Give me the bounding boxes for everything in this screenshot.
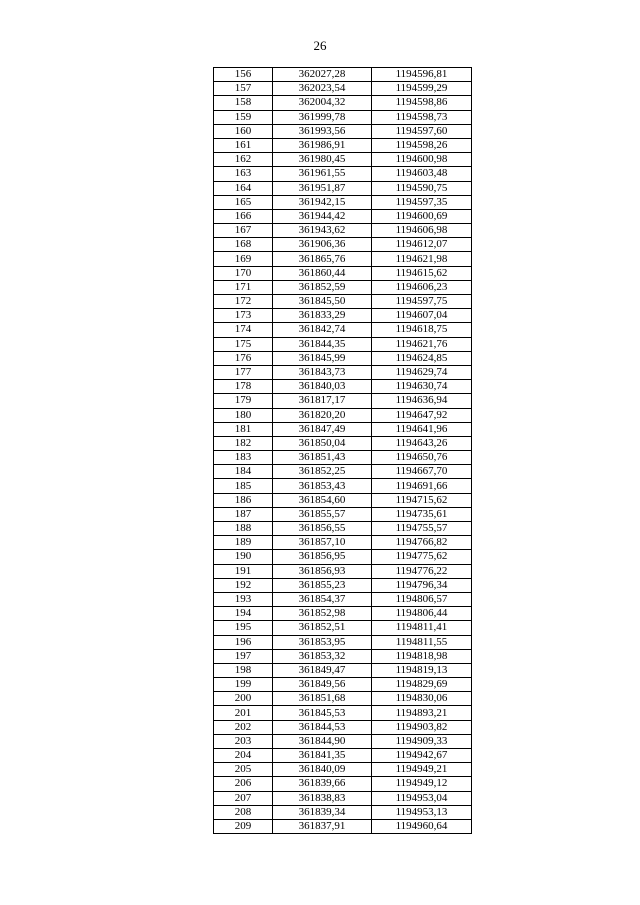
- table-row: [214, 564, 472, 578]
- point-number-cell: 164: [214, 181, 273, 195]
- table-row: [214, 451, 472, 465]
- table-row: [214, 706, 472, 720]
- point-number-cell: 181: [214, 422, 273, 436]
- point-number-cell: 199: [214, 678, 273, 692]
- y-coordinate-cell: 1194629,74: [372, 365, 472, 379]
- point-number-cell: 205: [214, 763, 273, 777]
- point-number-cell: 169: [214, 252, 273, 266]
- point-number-cell: 186: [214, 493, 273, 507]
- point-number-cell: 173: [214, 309, 273, 323]
- coordinates-table: [213, 67, 472, 834]
- point-number-cell: 162: [214, 153, 273, 167]
- x-coordinate-cell: 361999,78: [273, 110, 372, 124]
- table-row: [214, 309, 472, 323]
- table-row: [214, 791, 472, 805]
- point-number-cell: 170: [214, 266, 273, 280]
- x-coordinate-cell: 361961,55: [273, 167, 372, 181]
- x-coordinate-cell: 361845,50: [273, 295, 372, 309]
- table-row: [214, 578, 472, 592]
- table-row: [214, 82, 472, 96]
- y-coordinate-cell: 1194641,96: [372, 422, 472, 436]
- table-row: [214, 678, 472, 692]
- table-row: [214, 507, 472, 521]
- table-row: [214, 436, 472, 450]
- x-coordinate-cell: 361820,20: [273, 408, 372, 422]
- y-coordinate-cell: 1194606,23: [372, 280, 472, 294]
- point-number-cell: 198: [214, 663, 273, 677]
- table-row: [214, 323, 472, 337]
- y-coordinate-cell: 1194643,26: [372, 436, 472, 450]
- point-number-cell: 193: [214, 592, 273, 606]
- point-number-cell: 177: [214, 365, 273, 379]
- x-coordinate-cell: 361840,09: [273, 763, 372, 777]
- table-row: [214, 592, 472, 606]
- y-coordinate-cell: 1194909,33: [372, 734, 472, 748]
- table-row: [214, 734, 472, 748]
- table-row: [214, 663, 472, 677]
- y-coordinate-cell: 1194811,41: [372, 621, 472, 635]
- y-coordinate-cell: 1194606,98: [372, 224, 472, 238]
- point-number-cell: 178: [214, 380, 273, 394]
- x-coordinate-cell: 361851,43: [273, 451, 372, 465]
- x-coordinate-cell: 361865,76: [273, 252, 372, 266]
- table-row: [214, 167, 472, 181]
- table-row: [214, 337, 472, 351]
- point-number-cell: 209: [214, 819, 273, 833]
- x-coordinate-cell: 361849,56: [273, 678, 372, 692]
- point-number-cell: 176: [214, 351, 273, 365]
- x-coordinate-cell: 361844,35: [273, 337, 372, 351]
- x-coordinate-cell: 361854,37: [273, 592, 372, 606]
- table-row: [214, 153, 472, 167]
- point-number-cell: 190: [214, 550, 273, 564]
- y-coordinate-cell: 1194942,67: [372, 749, 472, 763]
- y-coordinate-cell: 1194691,66: [372, 479, 472, 493]
- y-coordinate-cell: 1194806,57: [372, 592, 472, 606]
- point-number-cell: 167: [214, 224, 273, 238]
- y-coordinate-cell: 1194607,04: [372, 309, 472, 323]
- point-number-cell: 202: [214, 720, 273, 734]
- x-coordinate-cell: 361850,04: [273, 436, 372, 450]
- x-coordinate-cell: 361856,93: [273, 564, 372, 578]
- table-row: [214, 295, 472, 309]
- table-row: [214, 408, 472, 422]
- x-coordinate-cell: 361852,59: [273, 280, 372, 294]
- point-number-cell: 185: [214, 479, 273, 493]
- x-coordinate-cell: 362004,32: [273, 96, 372, 110]
- x-coordinate-cell: 361852,98: [273, 607, 372, 621]
- x-coordinate-cell: 361839,34: [273, 805, 372, 819]
- y-coordinate-cell: 1194603,48: [372, 167, 472, 181]
- y-coordinate-cell: 1194650,76: [372, 451, 472, 465]
- y-coordinate-cell: 1194618,75: [372, 323, 472, 337]
- y-coordinate-cell: 1194715,62: [372, 493, 472, 507]
- point-number-cell: 191: [214, 564, 273, 578]
- y-coordinate-cell: 1194735,61: [372, 507, 472, 521]
- x-coordinate-cell: 361993,56: [273, 124, 372, 138]
- y-coordinate-cell: 1194818,98: [372, 649, 472, 663]
- x-coordinate-cell: 361986,91: [273, 138, 372, 152]
- y-coordinate-cell: 1194811,55: [372, 635, 472, 649]
- x-coordinate-cell: 361837,91: [273, 819, 372, 833]
- point-number-cell: 172: [214, 295, 273, 309]
- y-coordinate-cell: 1194598,86: [372, 96, 472, 110]
- table-row: [214, 493, 472, 507]
- page-number: 26: [313, 38, 327, 53]
- table-row: [214, 522, 472, 536]
- y-coordinate-cell: 1194667,70: [372, 465, 472, 479]
- y-coordinate-cell: 1194893,21: [372, 706, 472, 720]
- point-number-cell: 208: [214, 805, 273, 819]
- x-coordinate-cell: 361860,44: [273, 266, 372, 280]
- y-coordinate-cell: 1194615,62: [372, 266, 472, 280]
- point-number-cell: 197: [214, 649, 273, 663]
- table-row: [214, 365, 472, 379]
- y-coordinate-cell: 1194596,81: [372, 68, 472, 82]
- x-coordinate-cell: 361844,90: [273, 734, 372, 748]
- point-number-cell: 166: [214, 209, 273, 223]
- x-coordinate-cell: 361980,45: [273, 153, 372, 167]
- table-row: [214, 465, 472, 479]
- x-coordinate-cell: 361854,60: [273, 493, 372, 507]
- y-coordinate-cell: 1194612,07: [372, 238, 472, 252]
- point-number-cell: 196: [214, 635, 273, 649]
- point-number-cell: 179: [214, 394, 273, 408]
- table-row: [214, 635, 472, 649]
- point-number-cell: 200: [214, 692, 273, 706]
- table-row: [214, 649, 472, 663]
- y-coordinate-cell: 1194600,69: [372, 209, 472, 223]
- x-coordinate-cell: 361852,25: [273, 465, 372, 479]
- y-coordinate-cell: 1194903,82: [372, 720, 472, 734]
- point-number-cell: 194: [214, 607, 273, 621]
- y-coordinate-cell: 1194960,64: [372, 819, 472, 833]
- point-number-cell: 174: [214, 323, 273, 337]
- x-coordinate-cell: 361943,62: [273, 224, 372, 238]
- point-number-cell: 201: [214, 706, 273, 720]
- x-coordinate-cell: 361840,03: [273, 380, 372, 394]
- y-coordinate-cell: 1194949,21: [372, 763, 472, 777]
- y-coordinate-cell: 1194766,82: [372, 536, 472, 550]
- x-coordinate-cell: 362027,28: [273, 68, 372, 82]
- x-coordinate-cell: 361844,53: [273, 720, 372, 734]
- point-number-cell: 175: [214, 337, 273, 351]
- x-coordinate-cell: 361944,42: [273, 209, 372, 223]
- y-coordinate-cell: 1194949,12: [372, 777, 472, 791]
- y-coordinate-cell: 1194776,22: [372, 564, 472, 578]
- y-coordinate-cell: 1194755,57: [372, 522, 472, 536]
- point-number-cell: 165: [214, 195, 273, 209]
- table-row: [214, 422, 472, 436]
- table-row: [214, 550, 472, 564]
- point-number-cell: 171: [214, 280, 273, 294]
- table-row: [214, 138, 472, 152]
- y-coordinate-cell: 1194599,29: [372, 82, 472, 96]
- y-coordinate-cell: 1194775,62: [372, 550, 472, 564]
- x-coordinate-cell: 361906,36: [273, 238, 372, 252]
- y-coordinate-cell: 1194953,13: [372, 805, 472, 819]
- y-coordinate-cell: 1194829,69: [372, 678, 472, 692]
- x-coordinate-cell: 361839,66: [273, 777, 372, 791]
- table-row: [214, 224, 472, 238]
- coordinates-table-body: [214, 68, 472, 834]
- table-row: [214, 763, 472, 777]
- table-row: [214, 68, 472, 82]
- point-number-cell: 183: [214, 451, 273, 465]
- x-coordinate-cell: 361853,95: [273, 635, 372, 649]
- y-coordinate-cell: 1194819,13: [372, 663, 472, 677]
- x-coordinate-cell: 361853,43: [273, 479, 372, 493]
- table-row: [214, 621, 472, 635]
- y-coordinate-cell: 1194630,74: [372, 380, 472, 394]
- point-number-cell: 184: [214, 465, 273, 479]
- x-coordinate-cell: 361853,32: [273, 649, 372, 663]
- x-coordinate-cell: 361849,47: [273, 663, 372, 677]
- table-row: [214, 380, 472, 394]
- point-number-cell: 157: [214, 82, 273, 96]
- x-coordinate-cell: 361845,99: [273, 351, 372, 365]
- x-coordinate-cell: 361838,83: [273, 791, 372, 805]
- table-row: [214, 720, 472, 734]
- point-number-cell: 195: [214, 621, 273, 635]
- point-number-cell: 204: [214, 749, 273, 763]
- point-number-cell: 168: [214, 238, 273, 252]
- x-coordinate-cell: 361856,95: [273, 550, 372, 564]
- y-coordinate-cell: 1194636,94: [372, 394, 472, 408]
- y-coordinate-cell: 1194830,06: [372, 692, 472, 706]
- table-row: [214, 181, 472, 195]
- table-row: [214, 805, 472, 819]
- table-row: [214, 692, 472, 706]
- y-coordinate-cell: 1194590,75: [372, 181, 472, 195]
- table-row: [214, 238, 472, 252]
- table-row: [214, 536, 472, 550]
- point-number-cell: 180: [214, 408, 273, 422]
- x-coordinate-cell: 361942,15: [273, 195, 372, 209]
- table-row: [214, 209, 472, 223]
- x-coordinate-cell: 361855,23: [273, 578, 372, 592]
- table-row: [214, 819, 472, 833]
- y-coordinate-cell: 1194806,44: [372, 607, 472, 621]
- y-coordinate-cell: 1194598,73: [372, 110, 472, 124]
- table-row: [214, 110, 472, 124]
- x-coordinate-cell: 361857,10: [273, 536, 372, 550]
- point-number-cell: 163: [214, 167, 273, 181]
- x-coordinate-cell: 361841,35: [273, 749, 372, 763]
- y-coordinate-cell: 1194621,98: [372, 252, 472, 266]
- x-coordinate-cell: 361855,57: [273, 507, 372, 521]
- y-coordinate-cell: 1194597,60: [372, 124, 472, 138]
- point-number-cell: 160: [214, 124, 273, 138]
- point-number-cell: 182: [214, 436, 273, 450]
- point-number-cell: 158: [214, 96, 273, 110]
- table-row: [214, 195, 472, 209]
- y-coordinate-cell: 1194624,85: [372, 351, 472, 365]
- x-coordinate-cell: 361843,73: [273, 365, 372, 379]
- table-row: [214, 252, 472, 266]
- x-coordinate-cell: 361852,51: [273, 621, 372, 635]
- x-coordinate-cell: 361856,55: [273, 522, 372, 536]
- point-number-cell: 156: [214, 68, 273, 82]
- point-number-cell: 187: [214, 507, 273, 521]
- y-coordinate-cell: 1194647,92: [372, 408, 472, 422]
- table-row: [214, 266, 472, 280]
- table-row: [214, 749, 472, 763]
- point-number-cell: 203: [214, 734, 273, 748]
- x-coordinate-cell: 361833,29: [273, 309, 372, 323]
- point-number-cell: 192: [214, 578, 273, 592]
- table-row: [214, 607, 472, 621]
- x-coordinate-cell: 361847,49: [273, 422, 372, 436]
- point-number-cell: 159: [214, 110, 273, 124]
- x-coordinate-cell: 361842,74: [273, 323, 372, 337]
- point-number-cell: 161: [214, 138, 273, 152]
- y-coordinate-cell: 1194597,35: [372, 195, 472, 209]
- x-coordinate-cell: 362023,54: [273, 82, 372, 96]
- x-coordinate-cell: 361817,17: [273, 394, 372, 408]
- y-coordinate-cell: 1194597,75: [372, 295, 472, 309]
- x-coordinate-cell: 361851,68: [273, 692, 372, 706]
- y-coordinate-cell: 1194600,98: [372, 153, 472, 167]
- point-number-cell: 207: [214, 791, 273, 805]
- point-number-cell: 189: [214, 536, 273, 550]
- y-coordinate-cell: 1194953,04: [372, 791, 472, 805]
- point-number-cell: 206: [214, 777, 273, 791]
- y-coordinate-cell: 1194796,34: [372, 578, 472, 592]
- point-number-cell: 188: [214, 522, 273, 536]
- table-row: [214, 777, 472, 791]
- table-row: [214, 351, 472, 365]
- table-row: [214, 96, 472, 110]
- table-row: [214, 479, 472, 493]
- x-coordinate-cell: 361951,87: [273, 181, 372, 195]
- y-coordinate-cell: 1194598,26: [372, 138, 472, 152]
- table-row: [214, 124, 472, 138]
- x-coordinate-cell: 361845,53: [273, 706, 372, 720]
- table-row: [214, 394, 472, 408]
- y-coordinate-cell: 1194621,76: [372, 337, 472, 351]
- table-row: [214, 280, 472, 294]
